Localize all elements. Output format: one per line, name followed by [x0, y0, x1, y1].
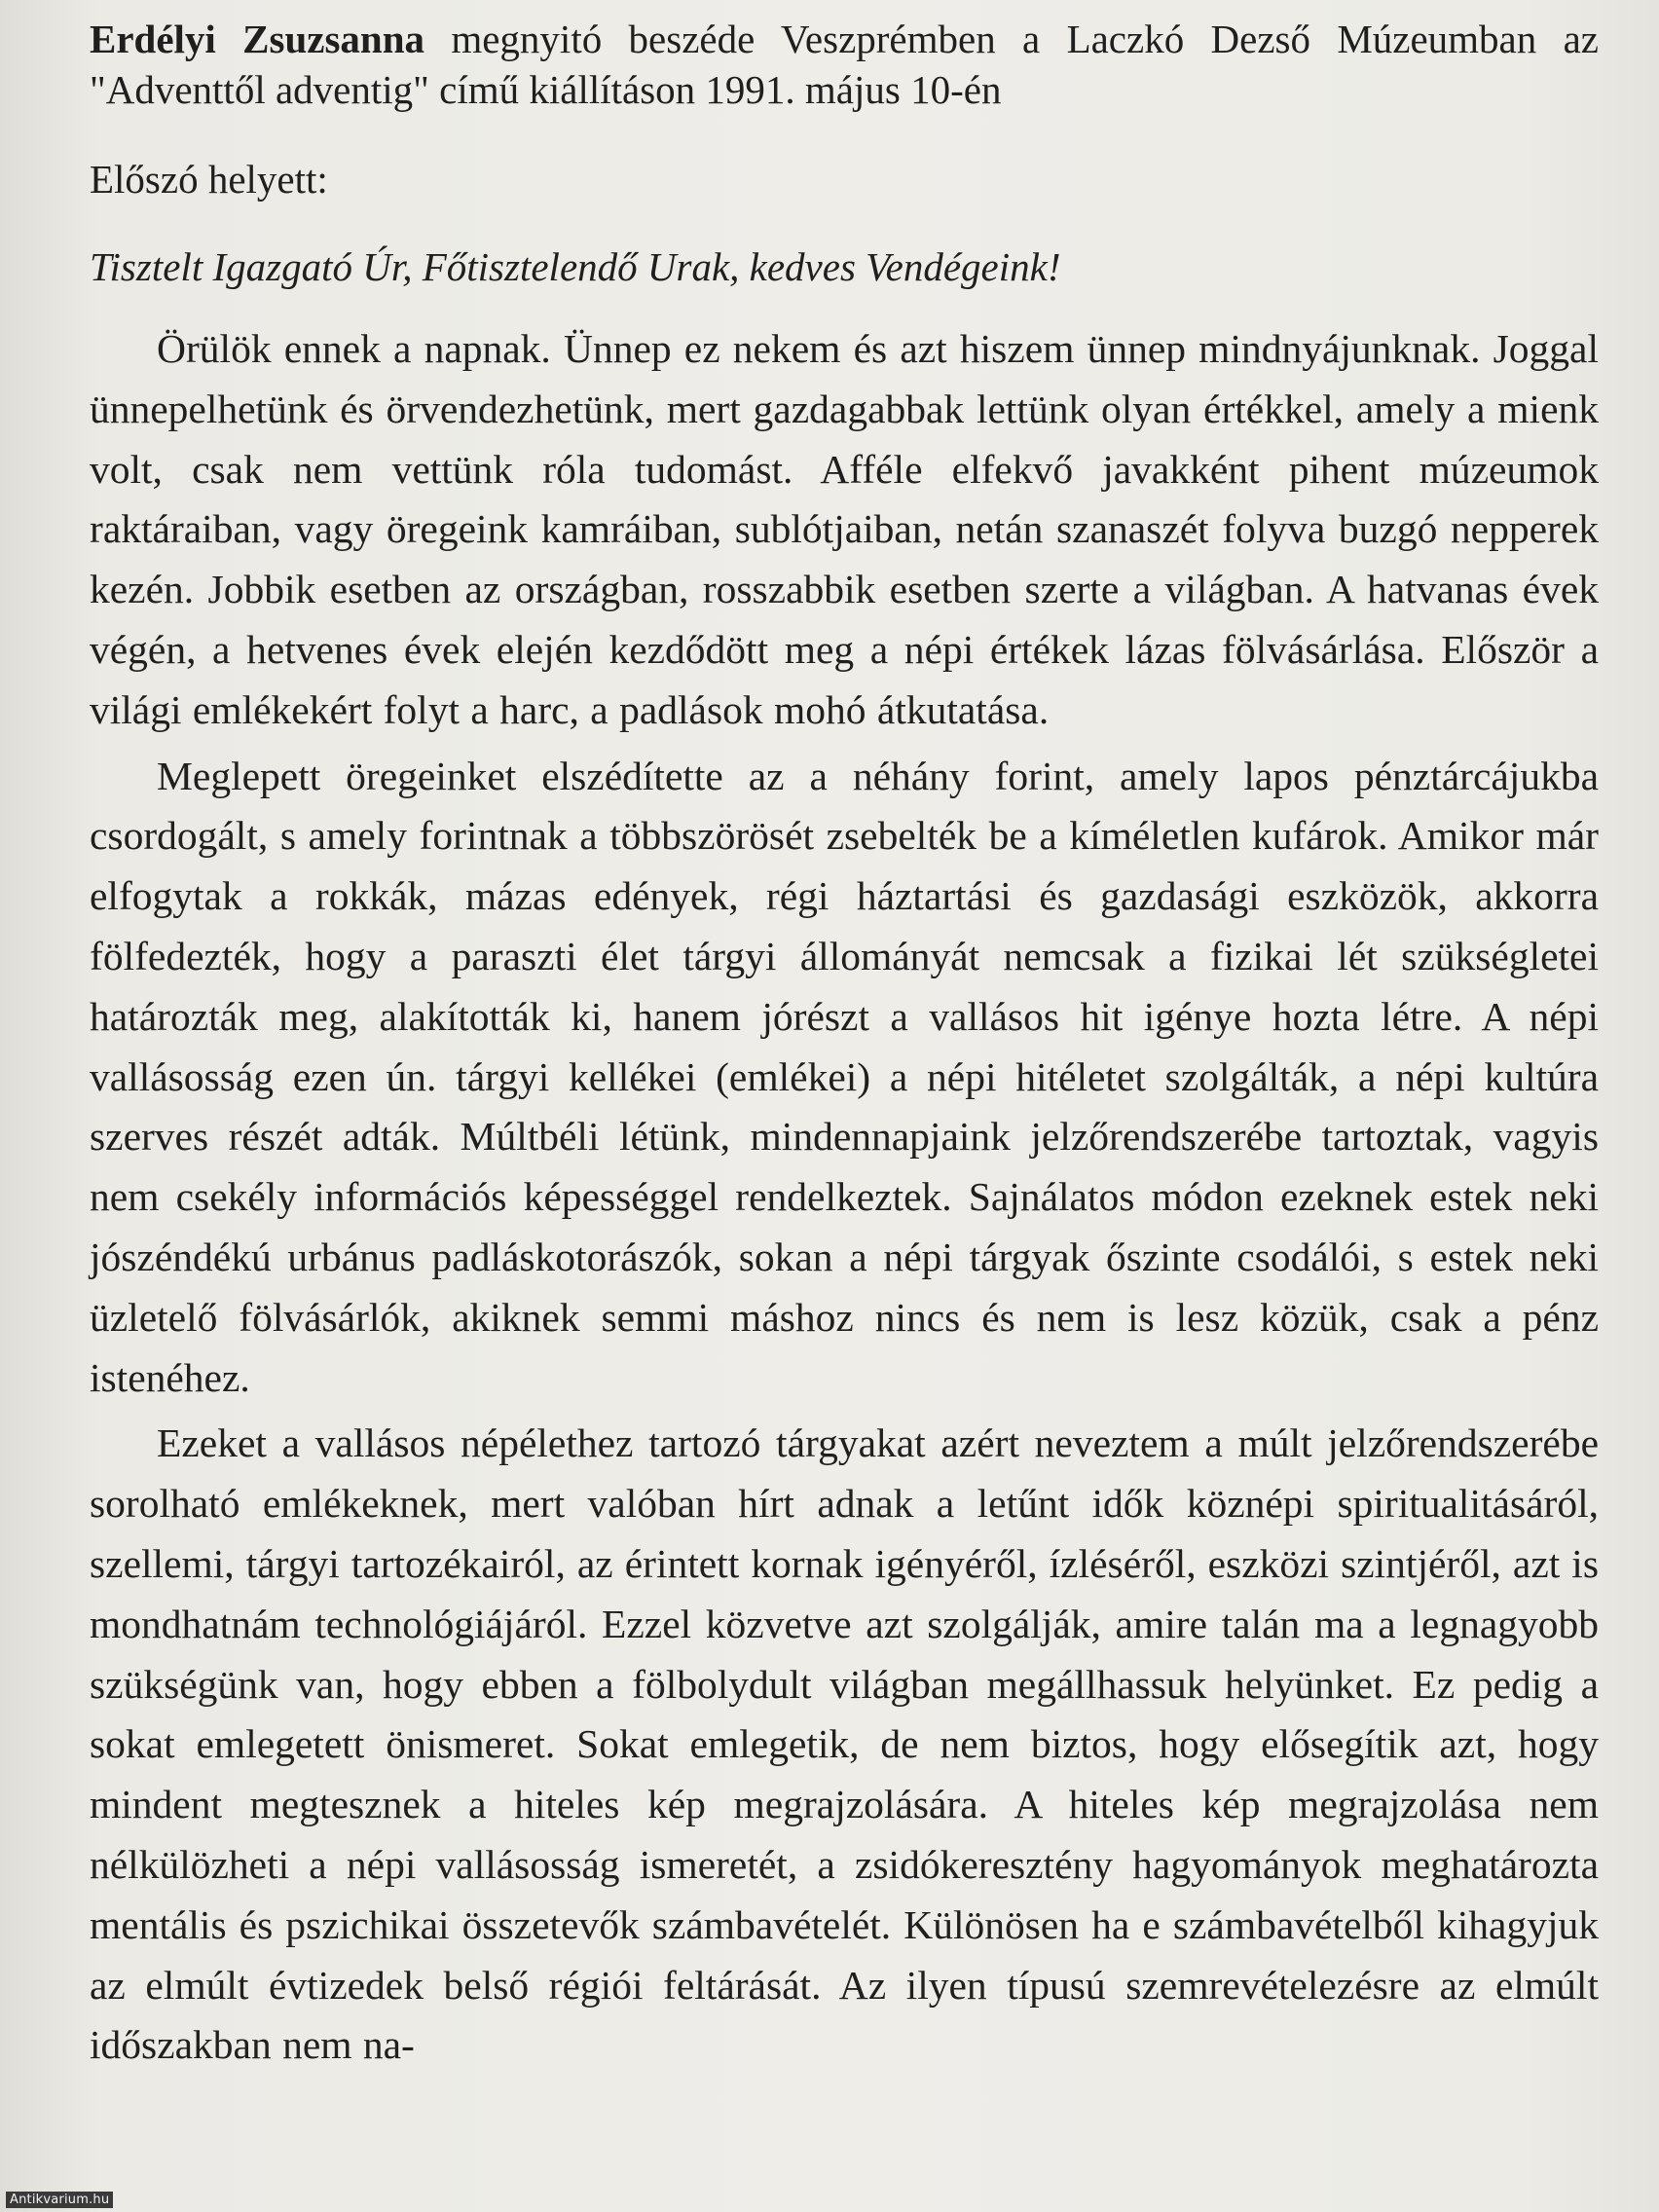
speech-header	[90, 14, 1599, 115]
paragraph-3: Ezeket a vallásos népélethez tartozó tárgyakat azért neveztem a múlt jelzőrendszerébe sorolható emlékeknek, mert valóban hírt adnak a letűnt idők köznépi spiritualitásáról, szellemi, tárgyi tartozékairól, az érintett kornak igényéről, ízléséről, eszközi szintjéről, azt is mondhatnám technológiájáról. Ezzel közvetve azt szolgálják, amire talán ma a legnagyobb szükségünk van, hogy ebben a fölbolydult világban megállhassuk helyünket. Ez pedig a sokat emlegetett önismeret. Sokat emlegetik, de nem biztos, hogy elősegítik azt, hogy mindent megtesznek a hiteles kép megrajzolására. A hiteles kép megrajzolása nem nélkülözheti a népi vallásosság ismeretét, a zsidókeresztény hagyományok meghatározta mentális és pszichikai összetevők számbavételét. Különösen ha e számbavételből kihagyjuk az elmúlt évtizedek belső régiói feltárását. Az ilyen típusú szemrevételezésre az elmúlt időszakban nem na-	[90, 1420, 1599, 2068]
header-description: megnyitó beszéde Veszprémben a Laczkó Dezső Múzeumban az "Adventtől adventig" című kiállításon 1991. május 10-én	[90, 17, 1599, 112]
paragraph-1: Örülök ennek a napnak. Ünnep ez nekem és azt hiszem ünnep mindnyájunknak. Joggal ünnepelhetünk és örvendezhetünk, mert gazdagabbak lettünk olyan értékkel, amely a mienk volt, csak nem vettünk róla tudomást. Afféle elfekvő javakként pihent múzeumok raktáraiban, vagy öregeink kamráiban, sublótjaiban, netán szanaszét folyva buzgó nepperek kezén. Jobbik esetben az országban, rosszabbik esetben szerte a világban. A hatvanas évek végén, a hetvenes évek elején kezdődött meg a népi értékek lázas fölvásárlása. Először a világi emlékekért folyt a harc, a padlások mohó átkutatása.	[90, 326, 1599, 732]
text-block	[90, 14, 1599, 2082]
author-name: Erdélyi Zsuzsanna	[90, 17, 425, 61]
body-text	[90, 319, 1599, 2076]
preface-label: Előszó helyett:	[90, 157, 328, 202]
salutation: Tisztelt Igazgató Úr, Főtisztelendő Urak, kedves Vendégeink!	[90, 244, 1061, 289]
watermark: Antikvarium.hu	[6, 2192, 113, 2208]
paragraph-2: Meglepett öregeinket elszédítette az a néhány forint, amely lapos pénztárcájukba csordogált, s amely forintnak a többszörösét zsebelték be a kíméletlen kufárok. Amikor már elfogytak a rokkák, mázas edények, régi háztartási és gazdasági eszközök, akkorra fölfedezték, hogy a paraszti élet tárgyi állományát nemcsak a fizikai lét szükségletei határozták meg, alakították ki, hanem jórészt a vallásos hit igénye hozta létre. A népi vallásosság ezen ún. tárgyi kellékei (emlékei) a népi hitéletet szolgálták, a népi kultúra szerves részét adták. Múltbéli létünk, mindennapjaink jelzőrendszerébe tartoztak, vagyis nem csekély információs képességgel rendelkeztek. Sajnálatos módon ezeknek estek neki jószéndékú urbánus padláskotorászók, sokan a népi tárgyak őszinte csodálói, s estek neki üzletelő fölvásárlók, akiknek semmi máshoz nincs és nem is lesz közük, csak a pénz istenéhez.	[90, 753, 1599, 1400]
